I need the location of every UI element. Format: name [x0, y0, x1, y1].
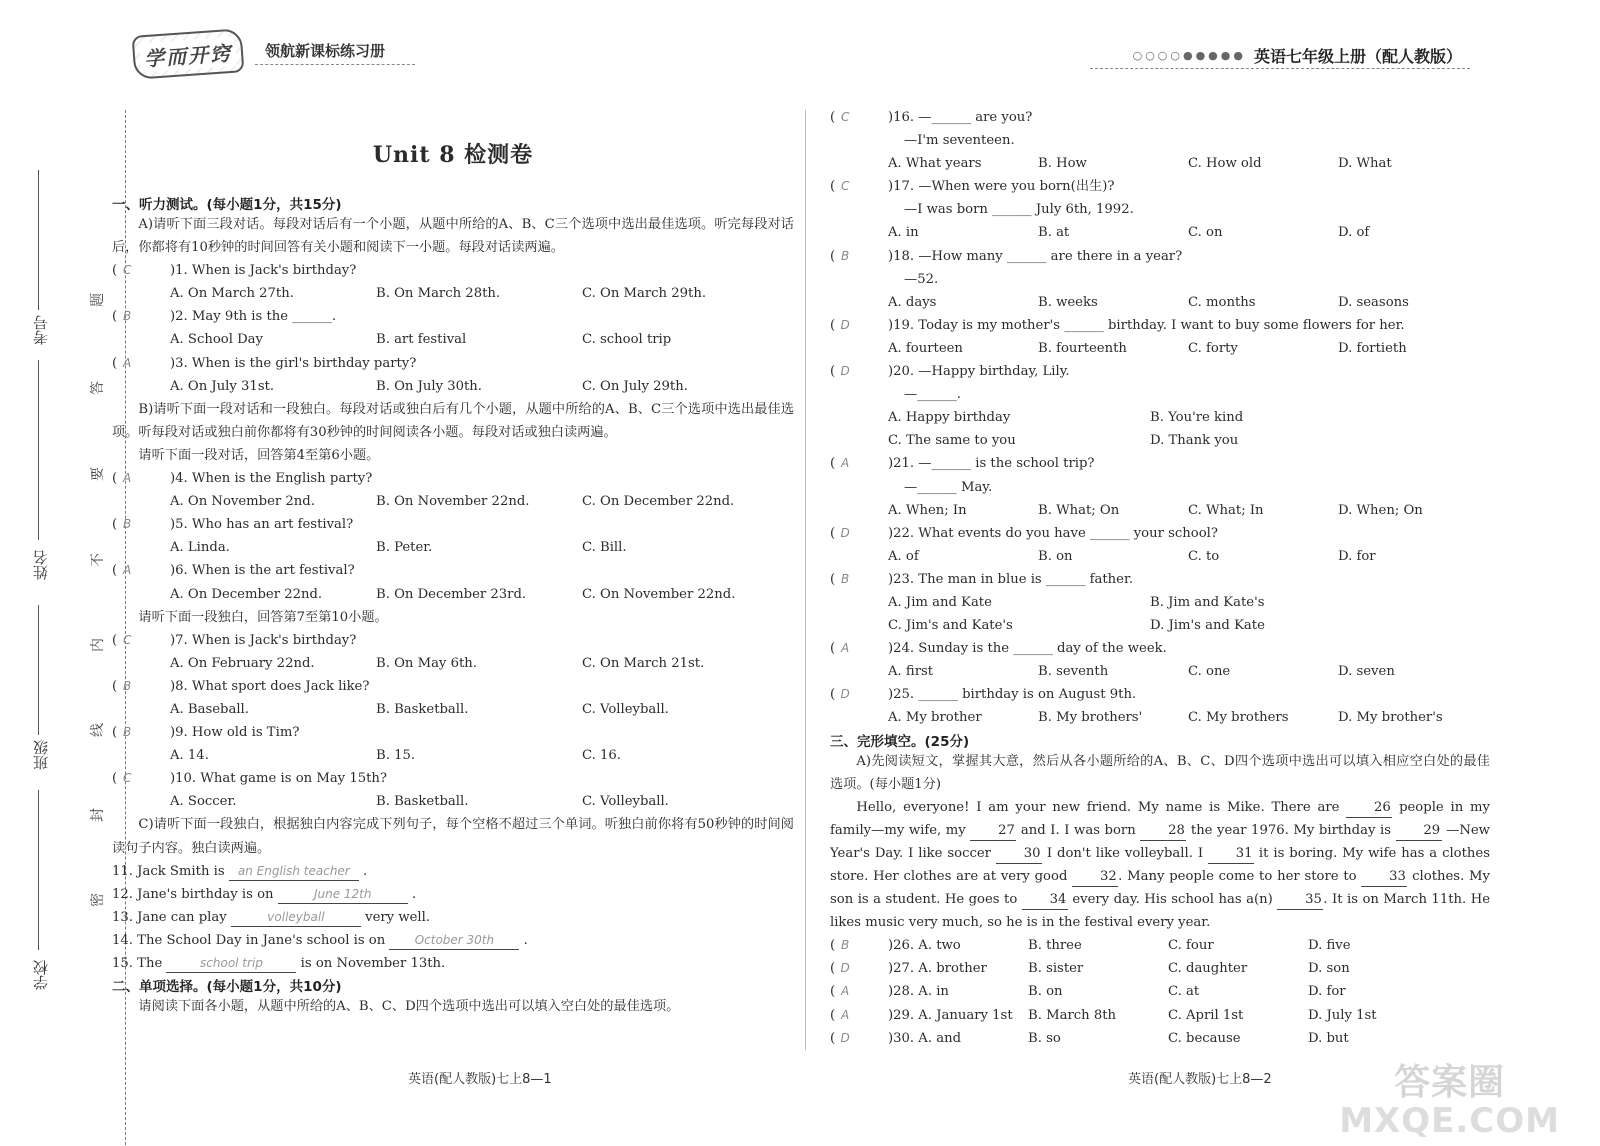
option: )30. A. and	[888, 1030, 962, 1046]
question-16: ( C )16. —______ are you?	[830, 106, 1490, 129]
option: C. On March 21st.	[582, 655, 705, 671]
answer-mark: D	[840, 364, 850, 379]
option: D. but	[1308, 1030, 1349, 1046]
answer-mark: A	[123, 355, 132, 370]
answer-mark: B	[841, 248, 850, 263]
option: A. On November 2nd.	[170, 494, 315, 510]
question-stem: )5. Who has an art festival?	[170, 517, 354, 533]
name-line	[38, 360, 39, 540]
question-8: ( B )8. What sport does Jack like?	[112, 675, 794, 698]
option: C. months	[1188, 294, 1256, 310]
option: B. weeks	[1038, 294, 1098, 310]
answer-mark: D	[840, 525, 850, 540]
question-4: ( A )4. When is the English party?	[112, 467, 794, 490]
fill-post: .	[523, 932, 528, 948]
question-6: ( A )6. When is the art festival?	[112, 559, 794, 582]
series-title: 领航新课标练习册	[265, 42, 386, 60]
answer-mark: C	[122, 632, 132, 647]
options	[112, 744, 794, 767]
option: D. July 1st	[1308, 1007, 1377, 1023]
fill-question-14	[112, 929, 794, 952]
section2-instructions: 请阅读下面各小题，从题中所给的A、B、C、D四个选项中选出可以填入空白处的最佳选项。	[138, 999, 680, 1015]
options	[830, 706, 1490, 729]
passage-text: . Many people come to her store to	[1118, 869, 1357, 884]
answer-mark: A	[841, 641, 850, 656]
cloze-blank[interactable]: 32	[1072, 868, 1118, 887]
part-a-instructions: A)请听下面三段对话。每段对话后有一个小题，从题中所给的A、B、C三个选项中选出最佳选项。听完每段对话后，你都将有10秒钟的时间回答有关小题和阅读下一小题。每段对话读两遍。	[112, 217, 794, 256]
option: C. Jim's and Kate's	[888, 618, 1013, 634]
options	[112, 652, 794, 675]
fill-question-12	[112, 883, 794, 906]
dots-icon: ○○○○●●●●●	[1132, 49, 1246, 62]
question-25: ( D )25. ______ birthday is on August 9th.	[830, 683, 1490, 706]
question-9: ( B )9. How old is Tim?	[112, 721, 794, 744]
option: A. Soccer.	[170, 794, 237, 810]
footer-left: 英语(配人教版)七上8—1	[408, 1072, 552, 1087]
option: A. Happy birthday	[888, 410, 1011, 426]
option: C. What; In	[1188, 502, 1264, 518]
option: C. On July 29th.	[582, 378, 688, 394]
option: B. Peter.	[376, 540, 433, 556]
cloze-blank[interactable]: 28	[1140, 822, 1186, 841]
exam-no-label: 考号	[32, 315, 50, 345]
options	[830, 337, 1490, 360]
options	[112, 282, 794, 305]
options	[112, 328, 794, 351]
option: A. of	[888, 548, 919, 564]
seal-char: 答	[90, 381, 106, 395]
question-20: ( D )20. —Happy birthday, Lily.	[830, 360, 1490, 383]
option: A. On March 27th.	[170, 286, 294, 302]
options	[888, 980, 1448, 1003]
option: D. fortieth	[1338, 340, 1407, 356]
cloze-passage	[830, 796, 1490, 935]
option: C. forty	[1188, 340, 1238, 356]
option: A. Jim and Kate	[888, 594, 992, 610]
question-stem: )25. ______ birthday is on August 9th.	[888, 687, 1137, 703]
option: A. On December 22nd.	[170, 586, 323, 602]
option: B. My brothers'	[1038, 710, 1143, 726]
option: A. fourteen	[888, 340, 963, 356]
fill-pre: 14. The School Day in Jane's school is on	[112, 932, 386, 948]
fill-pre: 13. Jane can play	[112, 909, 227, 925]
fill-blank[interactable]: an English teacher	[229, 862, 359, 881]
right-page	[830, 106, 1490, 1050]
option: D. seasons	[1338, 294, 1409, 310]
answer-mark: B	[123, 517, 132, 532]
question-23: ( B )23. The man in blue is ______ father.	[830, 568, 1490, 591]
exam-no-line	[38, 170, 39, 310]
question-28: ( A )28. A. in B. on C. at D. for	[830, 980, 1490, 1003]
fill-post: .	[363, 863, 368, 879]
option: B. on	[1028, 984, 1063, 1000]
section3-heading: 三、完形填空。(25分)	[830, 733, 970, 750]
option: A. When; In	[888, 502, 967, 518]
options	[112, 790, 794, 813]
cloze-blank[interactable]: 29	[1396, 822, 1442, 841]
school-line	[38, 790, 39, 950]
question-21: ( A )21. —______ is the school trip?	[830, 452, 1490, 475]
fill-post: is on November 13th.	[300, 956, 446, 971]
option: C. 16.	[582, 748, 621, 764]
option: B. Basketball.	[376, 701, 469, 717]
option: A. What years	[888, 156, 982, 172]
options	[888, 1027, 1448, 1050]
answer-mark: B	[123, 725, 132, 740]
answer-mark: D	[840, 1030, 850, 1045]
question-stem: )19. Today is my mother's ______ birthday. I want to buy some flowers for her.	[888, 317, 1405, 333]
question-17: ( C )17. —When were you born(出生)?	[830, 175, 1490, 198]
question-2: ( B )2. May 9th is the ______.	[112, 305, 794, 328]
options	[830, 406, 1490, 429]
cloze-blank[interactable]: 30	[996, 845, 1042, 864]
question-1: ( C )1. When is Jack's birthday?	[112, 259, 794, 282]
question-stem: )23. The man in blue is ______ father.	[888, 571, 1134, 587]
question-line2: —I'm seventeen.	[904, 133, 1015, 149]
question-30: ( D )30. A. and B. so C. because D. but	[830, 1027, 1490, 1050]
question-line2: —I was born ______ July 6th, 1992.	[904, 202, 1134, 218]
answer-mark: A	[841, 984, 850, 999]
seal-char: 线	[90, 723, 106, 737]
school-label: 学校	[32, 960, 50, 990]
question-29: ( A )29. A. January 1st B. March 8th C. April 1st D. July 1st	[830, 1004, 1490, 1027]
option: C. On December 22nd.	[582, 494, 735, 510]
option: C. one	[1188, 664, 1231, 680]
question-stem: )21. —______ is the school trip?	[888, 456, 1095, 472]
question-3: ( A )3. When is the girl's birthday party?	[112, 352, 794, 375]
seal-char: 内	[90, 638, 106, 652]
option: B. so	[1028, 1030, 1061, 1046]
options	[830, 291, 1490, 314]
passage-text: people in my family—my wife, my	[830, 799, 1490, 838]
passage-text: it is boring. My wife has a clothes store. Her clothes are at very good	[830, 845, 1490, 884]
logo-text: 学而开窍	[139, 36, 237, 72]
header-rule-left	[255, 64, 415, 65]
option: D. of	[1338, 225, 1370, 241]
section2-heading: 二、单项选择。(每小题1分，共10分)	[112, 979, 342, 996]
option: D. for	[1338, 548, 1376, 564]
question-5: ( B )5. Who has an art festival?	[112, 513, 794, 536]
watermark	[1339, 1064, 1560, 1140]
fill-question-15	[112, 952, 794, 975]
question-stem: )22. What events do you have ______ your school?	[888, 525, 1218, 541]
option: B. What; On	[1038, 502, 1120, 518]
option: )28. A. in	[888, 984, 949, 1000]
answer-mark: A	[123, 563, 132, 578]
option: B. You're kind	[1150, 410, 1244, 426]
option: C. at	[1168, 984, 1200, 1000]
options	[112, 490, 794, 513]
option: D. Thank you	[1150, 433, 1239, 449]
name-label: 姓名	[32, 550, 50, 580]
answer-mark: B	[123, 309, 132, 324]
answer-mark: B	[841, 571, 850, 586]
fill-question-13	[112, 906, 794, 929]
option: C. daughter	[1168, 961, 1248, 977]
answer-mark: B	[123, 678, 132, 693]
part-b-instructions: B)请听下面一段对话和一段独白。每段对话或独白后有几个小题，从题中所给的A、B、C三个选项中选出最佳选项。听每段对话或独白前你都将有30秒钟的时间阅读各小题。每段对话或独白读两遍。	[112, 401, 794, 440]
answer-mark: D	[840, 687, 850, 702]
option: B. How	[1038, 156, 1087, 172]
cloze-blank[interactable]: 34	[1022, 891, 1068, 910]
fill-blank[interactable]: June 12th	[278, 885, 408, 904]
option: B. Basketball.	[376, 794, 469, 810]
question-line2: —______ May.	[904, 479, 993, 495]
fill-blank[interactable]: October 30th	[389, 931, 519, 950]
passage-text: clothes. My son is a student. He goes to	[830, 869, 1490, 908]
options	[830, 429, 1490, 452]
option: )26. A. two	[888, 938, 961, 954]
option: B. On May 6th.	[376, 655, 477, 671]
left-page	[112, 100, 794, 1018]
seal-char: 密	[90, 893, 106, 907]
unit-title: Unit 8 检测卷	[372, 142, 534, 168]
seal-char: 要	[90, 467, 106, 481]
option: B. On July 30th.	[376, 378, 482, 394]
question-stem: )3. When is the girl's birthday party?	[170, 355, 417, 371]
fill-blank[interactable]: volleyball	[231, 908, 361, 927]
option: B. On November 22nd.	[376, 494, 530, 510]
seal-char: 封	[90, 808, 106, 822]
part-c-instructions: C)请听下面一段独白，根据独白内容完成下列句子，每个空格不超过三个单词。听独白前你将有50秒钟的时间阅读句子内容。独白读两遍。	[112, 817, 794, 856]
question-stem: )18. —How many ______ are there in a year?	[888, 248, 1183, 264]
passage-text: the year 1976. My birthday is	[1190, 822, 1391, 838]
question-stem: )7. When is Jack's birthday?	[170, 632, 357, 648]
watermark-bottom: MXQE.COM	[1339, 1101, 1560, 1141]
fill-pre: 11. Jack Smith is	[112, 863, 225, 879]
footer-right: 英语(配人教版)七上8—2	[1128, 1072, 1272, 1087]
option: A. My brother	[888, 710, 982, 726]
answer-mark: B	[841, 938, 850, 953]
option: B. sister	[1028, 961, 1084, 977]
passage-text: every day. His school has a(n)	[1072, 892, 1273, 908]
options	[112, 583, 794, 606]
options	[112, 698, 794, 721]
answer-mark: D	[840, 317, 850, 332]
book-title	[1133, 44, 1462, 67]
part-b-dialog-intro: 请听下面一段对话，回答第4至第6小题。	[138, 447, 380, 463]
brand-logo	[132, 28, 245, 80]
fill-question-11	[112, 860, 794, 883]
page-divider	[805, 110, 806, 1050]
option: C. My brothers	[1188, 710, 1289, 726]
options	[112, 375, 794, 398]
part-b-monologue-intro: 请听下面一段独白，回答第7至第10小题。	[138, 609, 388, 625]
option: A. days	[888, 294, 937, 310]
option: D. Jim's and Kate	[1150, 618, 1265, 634]
options	[830, 499, 1490, 522]
option: )27. A. brother	[888, 961, 987, 977]
answer-mark: C	[122, 771, 132, 786]
option: D. five	[1308, 938, 1351, 954]
option: B. fourteenth	[1038, 340, 1127, 356]
book-title-text: 英语七年级上册（配人教版）	[1253, 47, 1462, 66]
answer-mark: A	[841, 456, 850, 471]
option: A. Linda.	[170, 540, 230, 556]
question-stem: )20. —Happy birthday, Lily.	[888, 364, 1070, 380]
option: B. on	[1038, 548, 1073, 564]
option: C. because	[1168, 1030, 1241, 1046]
option: B. March 8th	[1028, 1007, 1116, 1023]
fill-post: .	[411, 886, 417, 902]
options	[888, 1004, 1448, 1027]
option: C. on	[1188, 225, 1223, 241]
seal-char: 题	[90, 293, 106, 307]
option: )29. A. January 1st	[888, 1007, 1013, 1023]
answer-mark: A	[123, 471, 132, 486]
passage-text: —New Year's Day. I like soccer	[830, 822, 1490, 861]
option: A. Baseball.	[170, 701, 249, 717]
option: A. in	[888, 225, 919, 241]
option: D. When; On	[1338, 502, 1423, 518]
seal-char: 不	[90, 553, 106, 567]
option: B. 15.	[376, 748, 416, 764]
option: C. to	[1188, 548, 1220, 564]
header-rule-right	[1090, 68, 1470, 69]
fill-pre: 15. The	[112, 956, 163, 971]
options	[830, 545, 1490, 568]
options	[888, 934, 1448, 957]
option: D. My brother's	[1338, 710, 1443, 726]
option: C. Volleyball.	[582, 794, 669, 810]
question-22: ( D )22. What events do you have ______ your school?	[830, 522, 1490, 545]
option: B. On December 23rd.	[376, 586, 527, 602]
option: B. three	[1028, 938, 1082, 954]
option: C. school trip	[582, 332, 672, 348]
option: C. Bill.	[582, 540, 627, 556]
cloze-blank[interactable]: 31	[1208, 845, 1254, 864]
options	[830, 152, 1490, 175]
question-stem: )6. When is the art festival?	[170, 563, 355, 579]
binding-margin	[30, 90, 105, 1140]
section1-heading: 一、听力测试。(每小题1分，共15分)	[112, 197, 342, 213]
question-stem: )16. —______ are you?	[888, 110, 1033, 125]
fill-pre: 12. Jane's birthday is on	[112, 886, 274, 902]
option: C. On November 22nd.	[582, 586, 736, 602]
question-line2: —52.	[904, 271, 939, 287]
question-stem: )9. How old is Tim?	[170, 725, 300, 741]
question-stem: )1. When is Jack's birthday?	[170, 263, 357, 279]
question-stem: )24. Sunday is the ______ day of the week.	[888, 641, 1167, 657]
options	[830, 591, 1490, 614]
cloze-blank[interactable]: 27	[970, 822, 1016, 841]
question-stem: )17. —When were you born(出生)?	[888, 179, 1115, 195]
option: C. April 1st	[1168, 1007, 1244, 1023]
passage-text: . It is on March 11th. He likes music very much, so he is in the festival every year.	[830, 892, 1490, 931]
options	[888, 957, 1448, 980]
option: A. On February 22nd.	[170, 655, 315, 671]
page-header	[0, 0, 1600, 80]
question-10: ( C )10. What game is on May 15th?	[112, 767, 794, 790]
options	[112, 536, 794, 559]
question-stem: )4. When is the English party?	[170, 471, 373, 487]
question-27: ( D )27. A. brother B. sister C. daughter D. son	[830, 957, 1490, 980]
fill-blank[interactable]: school trip	[166, 954, 296, 973]
passage-text: and I. I was born	[1020, 822, 1136, 838]
question-stem: )8. What sport does Jack like?	[170, 678, 370, 694]
option: C. four	[1168, 938, 1214, 954]
option: B. art festival	[376, 332, 467, 348]
answer-mark: A	[841, 1007, 850, 1022]
option: D. son	[1308, 961, 1350, 977]
answer-mark: D	[840, 961, 850, 976]
option: C. How old	[1188, 156, 1262, 172]
option: A. first	[888, 664, 934, 680]
option: C. The same to you	[888, 433, 1016, 449]
option: B. seventh	[1038, 664, 1109, 680]
option: D. seven	[1338, 664, 1395, 680]
question-stem: )2. May 9th is the ______.	[170, 309, 337, 325]
option: A. On July 31st.	[170, 378, 275, 394]
answer-mark: C	[122, 263, 132, 278]
option: C. Volleyball.	[582, 701, 669, 717]
option: A. School Day	[170, 332, 263, 348]
options	[830, 221, 1490, 244]
answer-mark: C	[840, 179, 850, 194]
option: D. for	[1308, 984, 1346, 1000]
options	[830, 614, 1490, 637]
watermark-top: 答案圈	[1394, 1062, 1506, 1103]
option: B. at	[1038, 225, 1070, 241]
option: B. On March 28th.	[376, 286, 501, 302]
question-19: ( D )19. Today is my mother's ______ birthday. I want to buy some flowers for her.	[830, 314, 1490, 337]
question-7: ( C )7. When is Jack's birthday?	[112, 629, 794, 652]
question-line2: —______.	[904, 387, 961, 403]
passage-text: Hello, everyone! I am your new friend. My name is Mike. There are	[856, 799, 1340, 815]
class-label: 班级	[32, 740, 50, 770]
question-24: ( A )24. Sunday is the ______ day of the week.	[830, 637, 1490, 660]
option: D. What	[1338, 156, 1392, 172]
option: B. Jim and Kate's	[1150, 594, 1265, 610]
question-18: ( B )18. —How many ______ are there in a year?	[830, 245, 1490, 268]
option: A. 14.	[170, 748, 209, 764]
class-line	[38, 605, 39, 735]
question-stem: )10. What game is on May 15th?	[170, 771, 387, 787]
question-26: ( B )26. A. two B. three C. four D. five	[830, 934, 1490, 957]
passage-text: I don't like volleyball. I	[1046, 845, 1204, 861]
cloze-blank[interactable]: 33	[1361, 868, 1407, 887]
answer-mark: C	[840, 110, 850, 124]
section3-instructions: A)先阅读短文，掌握其大意，然后从各小题所给的A、B、C、D四个选项中选出可以填入相应空白处的最佳选项。(每小题1分)	[830, 753, 1490, 792]
option: C. On March 29th.	[582, 286, 707, 302]
fill-post: very well.	[365, 909, 431, 925]
options	[830, 660, 1490, 683]
cloze-blank[interactable]: 26	[1346, 799, 1392, 818]
cloze-blank[interactable]: 35	[1277, 891, 1323, 910]
